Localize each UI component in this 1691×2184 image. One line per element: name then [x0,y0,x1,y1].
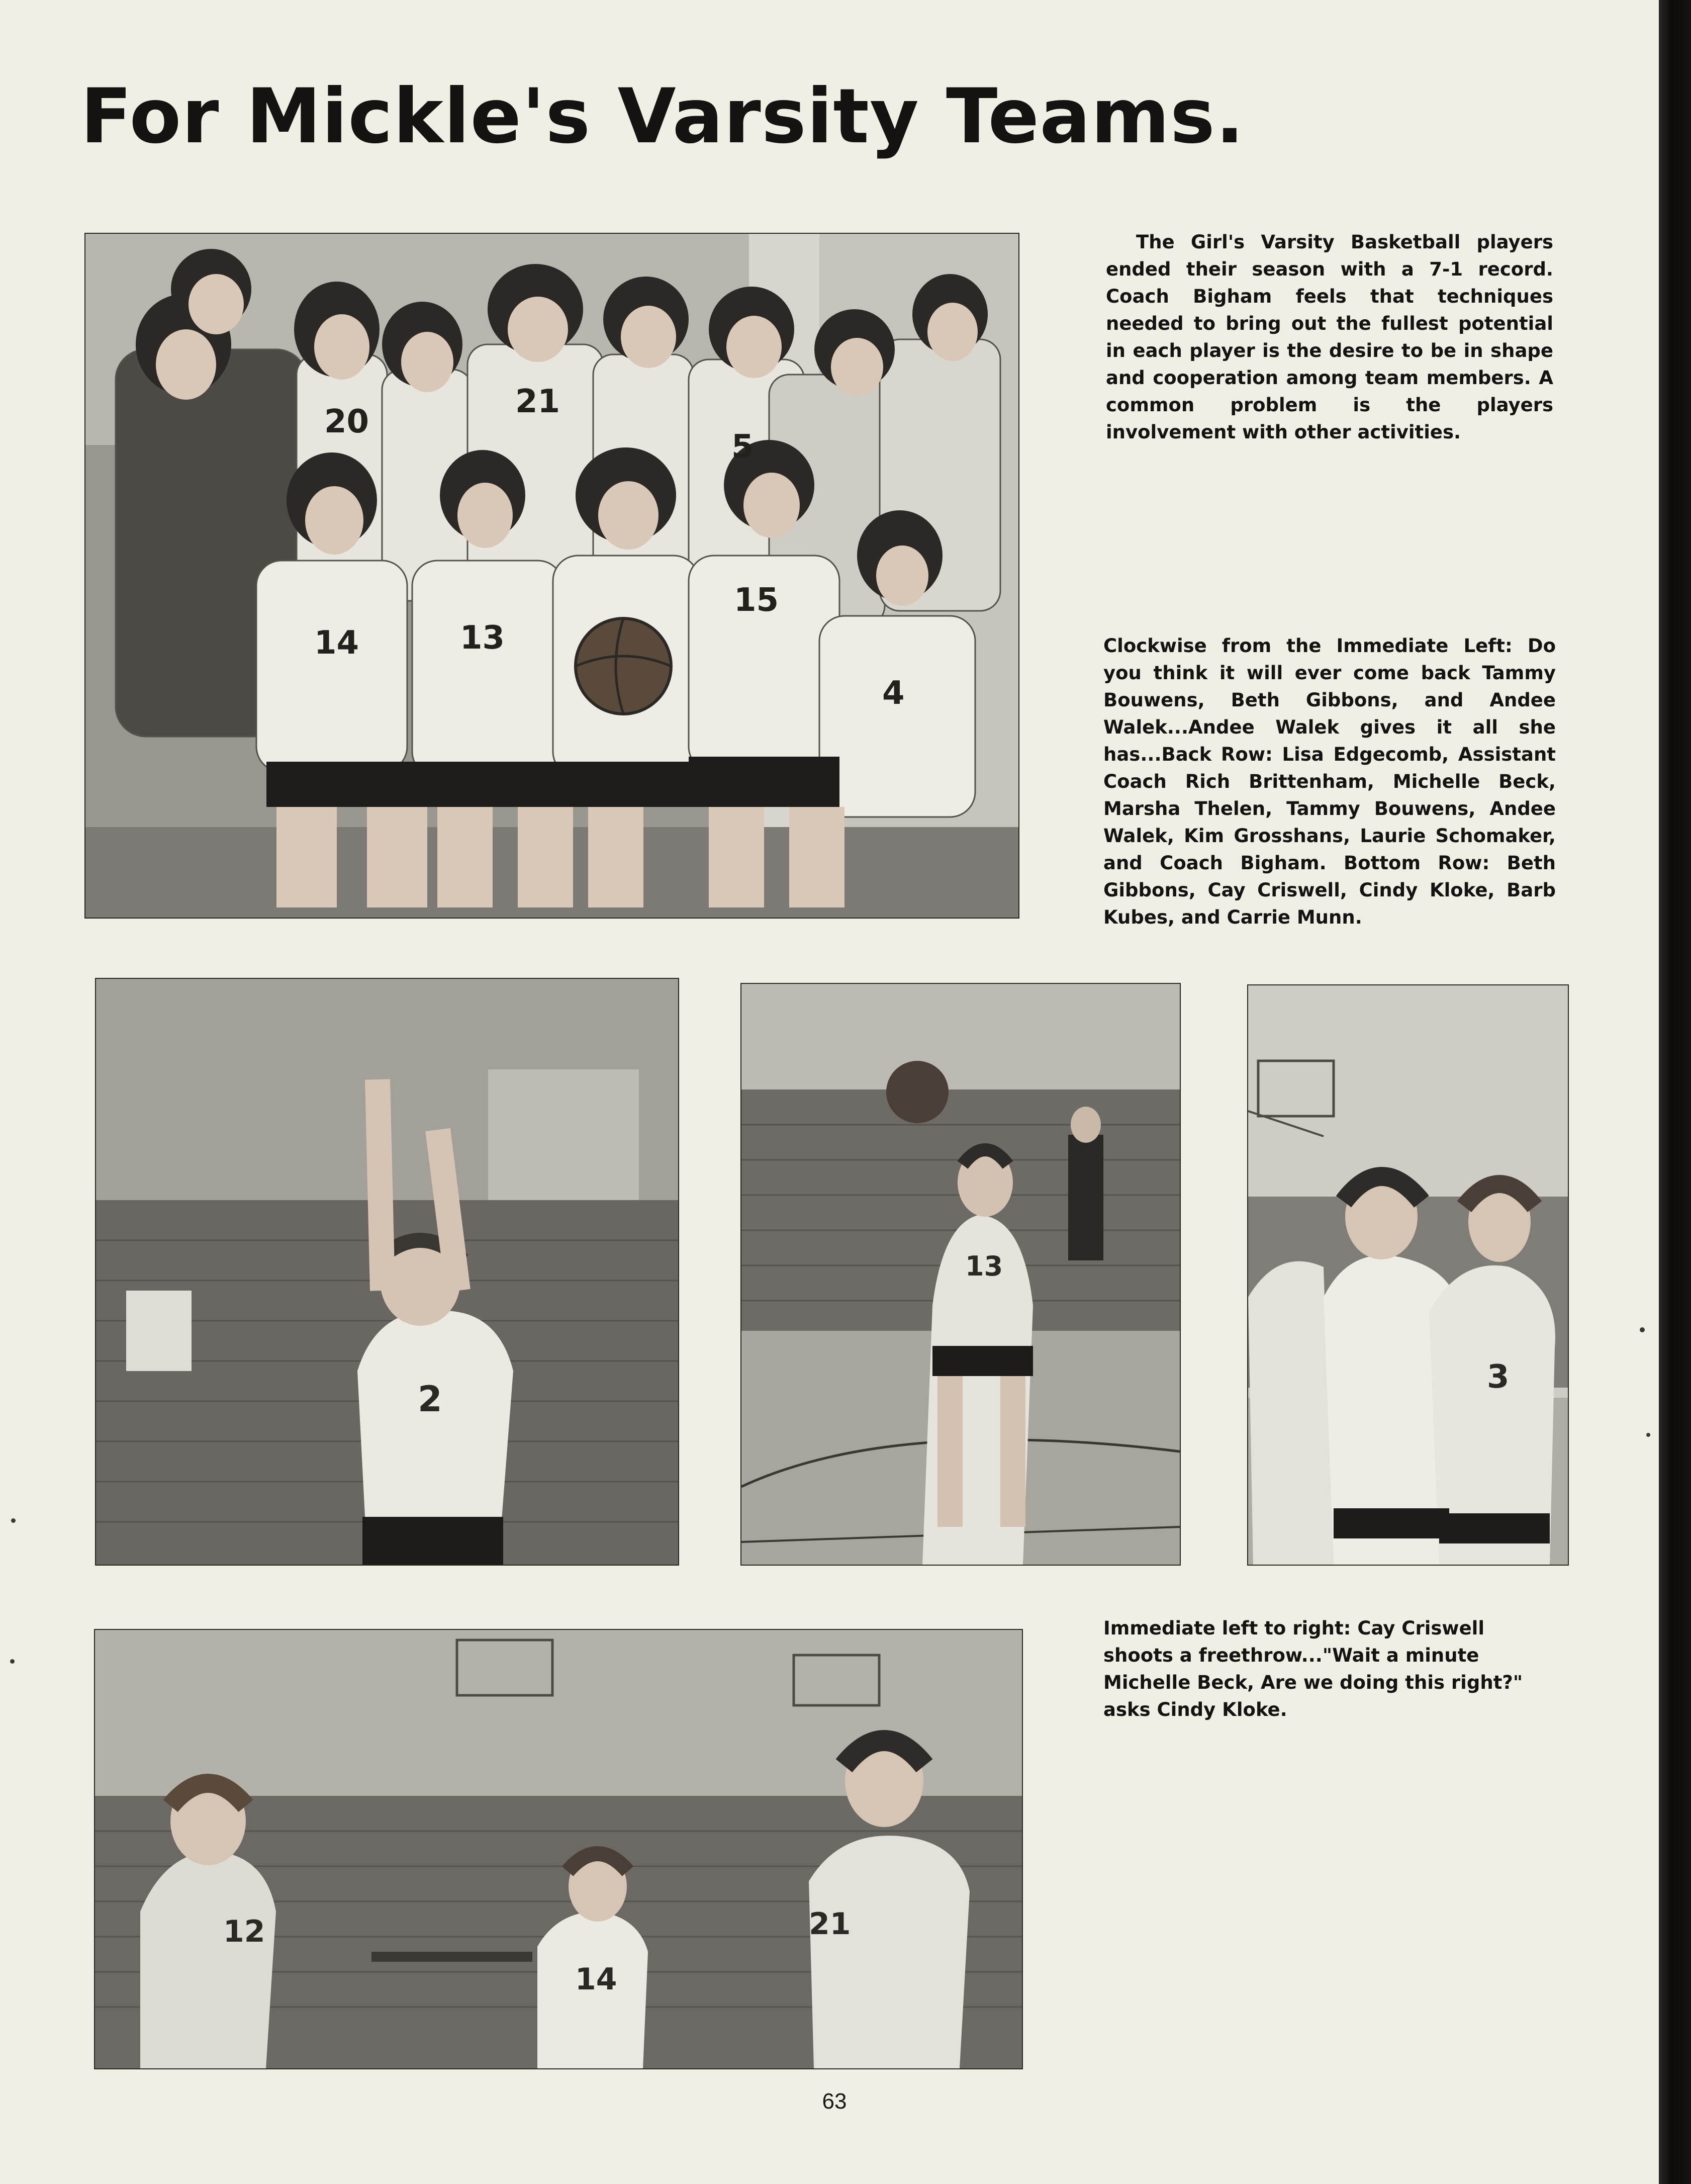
page-number: 63 [822,2089,847,2114]
page-heading: For Mickle's Varsity Teams. [80,73,1245,160]
scan-speck [1646,1433,1650,1437]
drill-jersey-number: 3 [1487,1358,1510,1396]
team-jersey-back-1: 20 [324,403,369,440]
team-jersey-front-1: 14 [314,624,359,662]
team-photo-caption: Clockwise from the Immediate Left: Do you think it will ever come back Tammy Bouwens, Beth Gibbons, and Andee Walek...Andee Walek gives it all she has...Back Row: Lisa Edgecomb, Assistant Coach Rich Brittenham, Michelle Beck, Marsha Thelen, Tammy Bouwens, Andee Walek, Kim Grosshans, Laurie Schomaker, and Coach Bigham. Bottom Row: Beth Gibbons, Cay Criswell, Cindy Kloke, Barb Kubes, and Carrie Munn. [1103,635,1556,928]
shooter-jersey-number: 2 [418,1379,442,1420]
team-jersey-front-4: 4 [882,675,905,712]
intro-caption: The Girl's Varsity Basketball players ended their season with a 7-1 record. Coach Bigham feels that techniques needed to bring out the fullest potential in each player is the desire to be in shape and cooperation among team members. A common problem is the players involvement with other activities. [1106,231,1553,443]
rebound-jersey-center: 14 [575,1962,617,1997]
scan-edge [1659,0,1691,2184]
team-photo [84,233,1019,919]
rebound-photo [94,1629,1023,2069]
scan-speck [10,1659,15,1664]
drill-photo [1247,984,1569,1566]
rebound-jersey-left: 12 [223,1914,265,1949]
team-jersey-front-3: 15 [734,582,779,619]
scan-speck [1640,1327,1645,1332]
scan-speck [11,1518,16,1523]
shooter-photo [95,978,679,1566]
freethrow-photo [740,983,1181,1566]
freethrow-jersey-number: 13 [965,1250,1003,1282]
team-jersey-back-3: 5 [731,428,754,466]
rebound-jersey-right: 21 [809,1906,851,1942]
team-jersey-back-2: 21 [515,383,560,420]
team-jersey-front-2: 13 [460,619,505,657]
action-photos-caption: Immediate left to right: Cay Criswell shoots a freethrow..."Wait a minute Michelle Beck, Are we doing this right?" asks Cindy Kloke. [1103,1617,1523,1720]
